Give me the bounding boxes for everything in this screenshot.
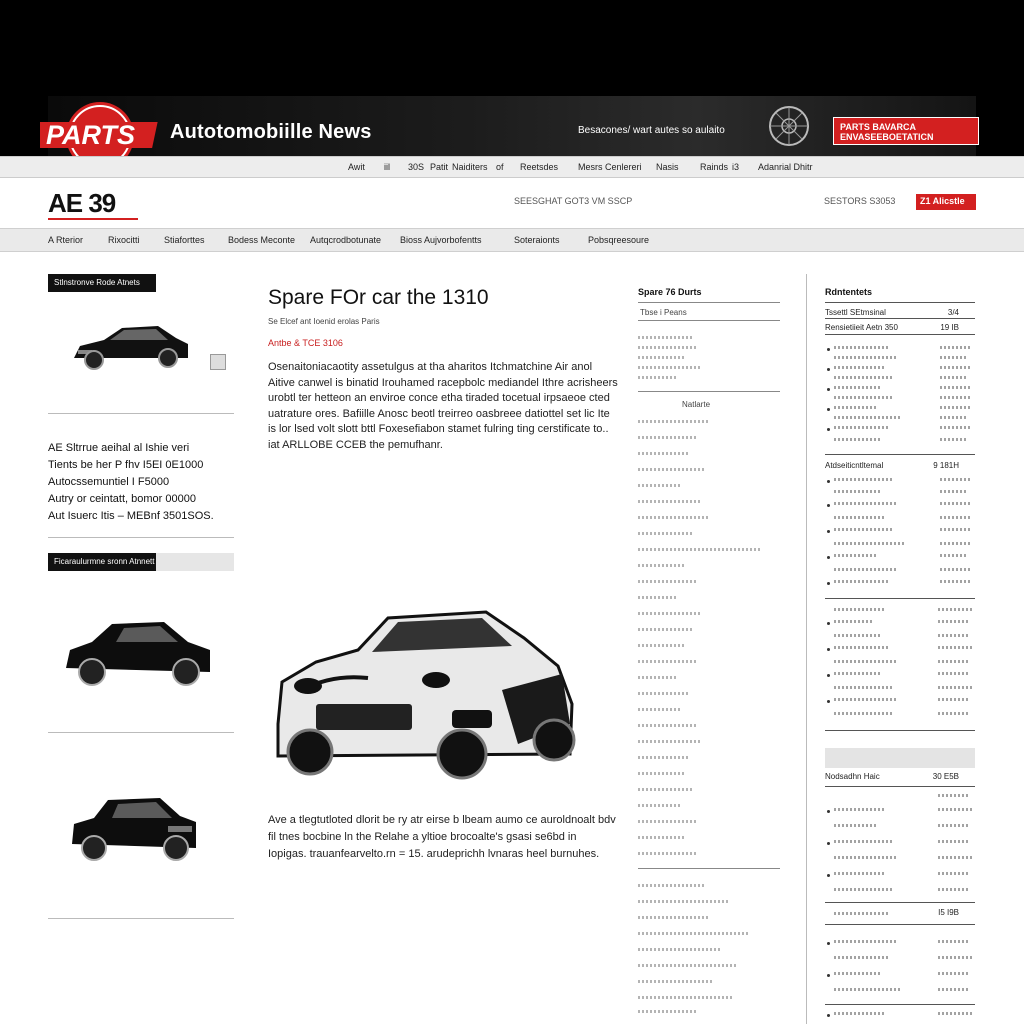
divider xyxy=(48,732,234,733)
sidebar-entry-value xyxy=(940,478,970,481)
left-section-label[interactable]: Ficaraulurmne sronn Atnnett xyxy=(48,553,156,571)
sidebar-row-value: 3/4 xyxy=(947,308,959,317)
header-right-text: SESTORS S3053 xyxy=(824,196,896,206)
sidebar-entry-value xyxy=(940,406,972,409)
header-badge-button[interactable]: Z1 Alicstle xyxy=(916,194,976,210)
sidebar-entry[interactable] xyxy=(834,478,894,481)
parts-list-row[interactable] xyxy=(638,500,700,503)
parts-list-row[interactable] xyxy=(638,336,694,339)
sidebar-entry[interactable] xyxy=(834,516,886,519)
bullet xyxy=(827,622,830,625)
article-title[interactable]: Spare FOr car the 1310 xyxy=(268,286,489,309)
sidebar-entry[interactable] xyxy=(834,528,892,531)
sidebar-entry[interactable] xyxy=(834,490,880,493)
sidebar-entry-value xyxy=(940,554,968,557)
nav-item[interactable]: Patit xyxy=(430,162,449,172)
bullet xyxy=(827,942,830,945)
parts-list-row[interactable] xyxy=(638,724,696,727)
bullet xyxy=(827,428,830,431)
sidebar-entry[interactable] xyxy=(834,426,888,429)
parts-list-row[interactable] xyxy=(638,436,698,439)
nav-item[interactable]: Mesrs Cenlereri xyxy=(578,162,642,172)
divider xyxy=(638,302,780,303)
sidebar-entry[interactable] xyxy=(834,568,896,571)
parts-list-row[interactable] xyxy=(638,644,684,647)
parts-list-row[interactable] xyxy=(638,548,762,551)
category-tab[interactable]: Bodess Meconte xyxy=(228,235,296,245)
category-nav xyxy=(0,228,1024,252)
sidebar-entry[interactable] xyxy=(834,634,882,637)
category-tab[interactable]: Soteraionts xyxy=(514,235,560,245)
category-tab[interactable]: Pobsqreesoure xyxy=(588,235,650,245)
parts-list-row[interactable] xyxy=(638,916,708,919)
parts-list-row[interactable] xyxy=(638,484,682,487)
divider xyxy=(48,413,234,414)
bullet xyxy=(827,556,830,559)
sidebar-entry[interactable] xyxy=(834,346,890,349)
sidebar-entry-value xyxy=(938,660,970,663)
parts-list-row[interactable] xyxy=(638,516,710,519)
car-thumbnail-image[interactable] xyxy=(62,612,214,694)
divider xyxy=(638,868,780,869)
sidebar-entry[interactable] xyxy=(834,808,886,811)
category-tab[interactable]: Bioss Aujvorbofentts xyxy=(400,235,482,245)
sidebar-entry[interactable] xyxy=(834,438,882,441)
sidebar-entry[interactable] xyxy=(834,672,880,675)
parts-list-row[interactable] xyxy=(638,676,678,679)
sidebar-row-label: Tssettl SEtmsinal xyxy=(825,308,886,317)
brand-underline xyxy=(48,218,138,220)
nav-item[interactable]: Nasis xyxy=(656,162,679,172)
parts-list-title[interactable]: Spare 76 Durts xyxy=(638,287,702,297)
sidebar-entry-value xyxy=(940,366,972,369)
sidebar-row-value: I5 I9B xyxy=(938,908,959,917)
sidebar-entry[interactable] xyxy=(834,712,894,715)
sidebar-entry[interactable] xyxy=(834,1012,886,1015)
divider xyxy=(48,537,234,538)
parts-list-row[interactable] xyxy=(638,356,686,359)
sidebar-entry-value xyxy=(938,940,970,943)
sidebar-row-label: Atdseiticntltemal xyxy=(825,461,884,470)
bullet xyxy=(827,582,830,585)
category-tab[interactable]: Autqcrodbotunate xyxy=(310,235,382,245)
left-section-bar xyxy=(48,553,234,571)
sidebar-entry-value xyxy=(938,712,970,715)
bullet xyxy=(827,348,830,351)
nav-item[interactable]: iil xyxy=(384,162,390,172)
sidebar-entry[interactable] xyxy=(834,366,886,369)
sidebar-row-value: 9 181H xyxy=(933,461,959,470)
sidebar-entry[interactable] xyxy=(834,856,898,859)
main-nav xyxy=(0,156,1024,178)
sidebar-entry[interactable] xyxy=(834,542,904,545)
bullet xyxy=(827,1014,830,1017)
sidebar-entry-value xyxy=(940,490,968,493)
nav-item[interactable]: Naiditers xyxy=(452,162,488,172)
divider xyxy=(825,730,975,731)
parts-list-row[interactable] xyxy=(638,932,748,935)
sidebar-title[interactable]: Rdntentets xyxy=(825,287,872,297)
sidebar-entry[interactable] xyxy=(834,888,894,891)
bullet xyxy=(827,700,830,703)
divider xyxy=(825,924,975,925)
sidebar-entry-value xyxy=(940,528,972,531)
list-item: Autocssemuntiel I F5000 xyxy=(48,476,170,488)
parts-list-row[interactable] xyxy=(638,376,678,379)
sidebar-entry-value xyxy=(940,438,966,441)
sidebar-entry-value xyxy=(938,672,968,675)
parts-list-row[interactable] xyxy=(638,900,730,903)
sidebar-entry-value xyxy=(938,856,972,859)
sidebar-entry-value xyxy=(938,956,972,959)
sidebar-entry[interactable] xyxy=(834,502,898,505)
sidebar-entry-value xyxy=(940,542,970,545)
sidebar-row[interactable] xyxy=(825,772,975,781)
parts-list-row[interactable] xyxy=(638,852,696,855)
banner-edge-right xyxy=(976,96,1024,156)
left-section-label[interactable]: Stlnstronve Rode Atnets xyxy=(48,274,156,292)
top-black-band xyxy=(0,0,1024,96)
sidebar-entry-value xyxy=(940,346,970,349)
sidebar-entry-value xyxy=(940,426,970,429)
nav-item[interactable]: of xyxy=(496,162,504,172)
sidebar-entry[interactable] xyxy=(834,988,900,991)
parts-list-row[interactable] xyxy=(638,346,698,349)
divider xyxy=(825,302,975,303)
list-item: Aut Isuerc Itis – MEBnf 3501SOS. xyxy=(48,510,214,522)
parts-list-row[interactable] xyxy=(638,964,738,967)
nav-item[interactable]: 30S xyxy=(408,162,425,172)
parts-list-row[interactable] xyxy=(638,532,694,535)
divider xyxy=(825,1004,975,1005)
parts-list-row[interactable] xyxy=(638,420,708,423)
divider xyxy=(825,786,975,787)
sidebar-entry-value xyxy=(940,580,970,583)
sidebar-row[interactable] xyxy=(825,308,975,317)
category-tab[interactable]: Stiaforttes xyxy=(164,235,205,245)
sidebar-row-label: Nodsadhn Haic xyxy=(825,772,880,781)
article-body: Osenaitoniacaotity assetulgus at tha aharitos Itchmatchine Air anol Aitive canwel is binatid Irouhamed racepbolc mediandel Ithre acrisheers urobtl ter hetteon an enviroe conce etha tiraded tocetual irpsaeoe cted uatrature ores. Bafiille Anosc beotl treirreo oasbreee datiottel set lic Ite is lor lsed volt slott bttl Foxesefiabon stamet fulring ting cerstificate to.. iat ARLLOBE CCEB the pemufhanr. xyxy=(268,361,618,451)
sidebar-entry-value xyxy=(938,872,968,875)
sidebar-entry[interactable] xyxy=(834,698,898,701)
sidebar-entry[interactable] xyxy=(834,620,874,623)
article-footer-text: Ave a tlegtutloted dlorit be ry atr eirse b lbeam aumo ce auroldnoalt bdv fil tnes bocbine ln the Relahe a yltioe brocoalte's gsasi se6bd in Iopigas. trauanfearvelto.rn = 15. arudeprichh lvnaras heel burnuhes. xyxy=(268,814,616,860)
car-thumbnail-image[interactable] xyxy=(70,316,192,378)
category-tab[interactable]: A Rterior xyxy=(48,235,84,245)
logo-text: PARTS xyxy=(46,120,136,150)
bullet xyxy=(827,530,830,533)
bullet xyxy=(827,480,830,483)
nav-item[interactable]: i3 xyxy=(732,162,740,172)
bullet xyxy=(827,842,830,845)
sidebar-entry-value xyxy=(940,416,968,419)
sidebar-entry-value xyxy=(940,356,968,359)
sidebar-entry[interactable] xyxy=(834,940,896,943)
divider xyxy=(825,454,975,455)
header-middle-text: SEESGHAT GOT3 VM SSCP xyxy=(514,196,633,206)
sidebar-entry-value xyxy=(938,808,972,811)
sidebar-entry-value xyxy=(938,794,970,797)
sidebar-entry-value xyxy=(938,972,968,975)
sidebar-entry[interactable] xyxy=(834,912,888,915)
sidebar-entry[interactable] xyxy=(834,396,892,399)
sidebar-entry[interactable] xyxy=(834,376,894,379)
parts-list-row[interactable] xyxy=(638,708,682,711)
sidebar-entry[interactable] xyxy=(834,356,898,359)
sidebar-entry-value xyxy=(938,1012,972,1015)
sidebar-entry-value xyxy=(938,698,968,701)
sidebar-entry-value xyxy=(938,840,970,843)
bullet xyxy=(827,648,830,651)
nav-item[interactable]: Awit xyxy=(348,162,365,172)
sidebar-entry-value xyxy=(938,620,970,623)
parts-list-row[interactable] xyxy=(638,884,704,887)
bullet xyxy=(827,388,830,391)
parts-list-row[interactable] xyxy=(638,820,698,823)
category-tab[interactable]: Rixocitti xyxy=(108,235,140,245)
bullet xyxy=(827,810,830,813)
sidebar-entry-value xyxy=(940,502,970,505)
parts-list-row[interactable] xyxy=(638,366,700,369)
sidebar-entry[interactable] xyxy=(834,646,890,649)
brand-title[interactable]: AE 39 xyxy=(48,188,116,218)
sidebar-entry[interactable] xyxy=(834,660,896,663)
parts-list-row[interactable] xyxy=(638,756,688,759)
divider xyxy=(825,902,975,903)
sidebar-entry[interactable] xyxy=(834,580,888,583)
parts-list-row[interactable] xyxy=(638,564,686,567)
sidebar-entry[interactable] xyxy=(834,972,882,975)
sidebar-entry[interactable] xyxy=(834,386,882,389)
list-item: AE Sltrrue aeihal al Ishie veri xyxy=(48,442,190,454)
nav-item[interactable]: Adanrial Dhitr xyxy=(758,162,813,172)
parts-list-row[interactable] xyxy=(638,788,694,791)
nav-item[interactable]: Reetsdes xyxy=(520,162,559,172)
sidebar-entry-value xyxy=(938,824,968,827)
article-category-link[interactable]: Antbe & TCE 3106 xyxy=(268,338,343,348)
parts-list-row[interactable] xyxy=(638,628,692,631)
banner-tagline: Besacones/ wart autes so aulaito xyxy=(578,125,725,136)
sidebar-entry-value xyxy=(938,646,972,649)
sidebar-entry-value xyxy=(940,386,970,389)
list-item: Autry or ceintatt, bomor 00000 xyxy=(48,493,196,505)
sidebar-entry[interactable] xyxy=(834,554,878,557)
parts-list-row[interactable] xyxy=(638,596,678,599)
article-byline: Se Elcef ant Ioenid erolas Paris xyxy=(268,317,380,326)
parts-list-row[interactable] xyxy=(638,948,722,951)
sidebar-entry[interactable] xyxy=(834,872,884,875)
sidebar-entry[interactable] xyxy=(834,686,892,689)
parts-list-label: Natlarte xyxy=(682,400,711,409)
nav-item[interactable]: Rainds xyxy=(700,162,729,172)
car-thumbnail-image[interactable] xyxy=(68,792,200,868)
divider xyxy=(825,334,975,335)
bullet xyxy=(827,674,830,677)
sidebar-entry[interactable] xyxy=(834,416,900,419)
sidebar-entry-value xyxy=(940,396,970,399)
bullet xyxy=(827,874,830,877)
parts-list-row[interactable] xyxy=(638,612,702,615)
sidebar-entry-value xyxy=(940,516,970,519)
sidebar-entry-value xyxy=(938,608,972,611)
sidebar-entry-value xyxy=(940,568,970,571)
sidebar-row[interactable] xyxy=(825,323,975,332)
sidebar-row[interactable] xyxy=(825,461,975,470)
sidebar-entry[interactable] xyxy=(834,840,892,843)
parts-list-row[interactable] xyxy=(638,452,690,455)
parts-list-row[interactable] xyxy=(638,836,686,839)
parts-list-row[interactable] xyxy=(638,740,700,743)
parts-list-row[interactable] xyxy=(638,980,714,983)
column-divider xyxy=(806,274,807,1024)
thumbnail-indicator xyxy=(210,354,226,370)
parts-list-row[interactable] xyxy=(638,692,690,695)
divider xyxy=(48,918,234,919)
bullet xyxy=(827,368,830,371)
parts-list-row[interactable] xyxy=(638,1010,698,1013)
sidebar-entry-value xyxy=(940,376,966,379)
sidebar-row-value: 19 IB xyxy=(940,323,959,332)
parts-list-subtitle: Tbse i Peans xyxy=(640,308,687,317)
parts-list-row[interactable] xyxy=(638,804,680,807)
bullet xyxy=(827,504,830,507)
sidebar-section-bar xyxy=(825,748,975,768)
bullet xyxy=(827,408,830,411)
parts-list-row[interactable] xyxy=(638,996,734,999)
sidebar-row-label: Rensietiieit Aetn 350 xyxy=(825,323,898,332)
parts-list-row[interactable] xyxy=(638,660,698,663)
sidebar-entry-value xyxy=(938,888,970,891)
site-title[interactable]: Autotomobiille News xyxy=(170,121,372,143)
sidebar-entry[interactable] xyxy=(834,608,884,611)
divider xyxy=(638,320,780,321)
sidebar-entry-value xyxy=(938,988,970,991)
wheel-icon xyxy=(764,104,814,148)
left-spec-list xyxy=(48,440,214,525)
list-item: Tients be her P fhv I5EI 0E1000 xyxy=(48,459,204,471)
sidebar-entry-value xyxy=(938,686,972,689)
divider xyxy=(638,391,780,392)
parts-list-row[interactable] xyxy=(638,468,704,471)
banner-cta-button[interactable]: PARTS BAVARCA ENVASEEBOETATICN xyxy=(833,117,979,145)
sidebar-row-value: 30 E5B xyxy=(932,772,959,781)
parts-list-row[interactable] xyxy=(638,580,696,583)
sidebar-entry[interactable] xyxy=(834,406,876,409)
sidebar-entry[interactable] xyxy=(834,956,890,959)
sidebar-entry-value xyxy=(938,634,968,637)
bullet xyxy=(827,974,830,977)
divider xyxy=(825,598,975,599)
featured-car-image[interactable] xyxy=(272,604,578,784)
divider xyxy=(825,318,975,319)
sidebar-entry[interactable] xyxy=(834,824,878,827)
parts-list-row[interactable] xyxy=(638,772,684,775)
